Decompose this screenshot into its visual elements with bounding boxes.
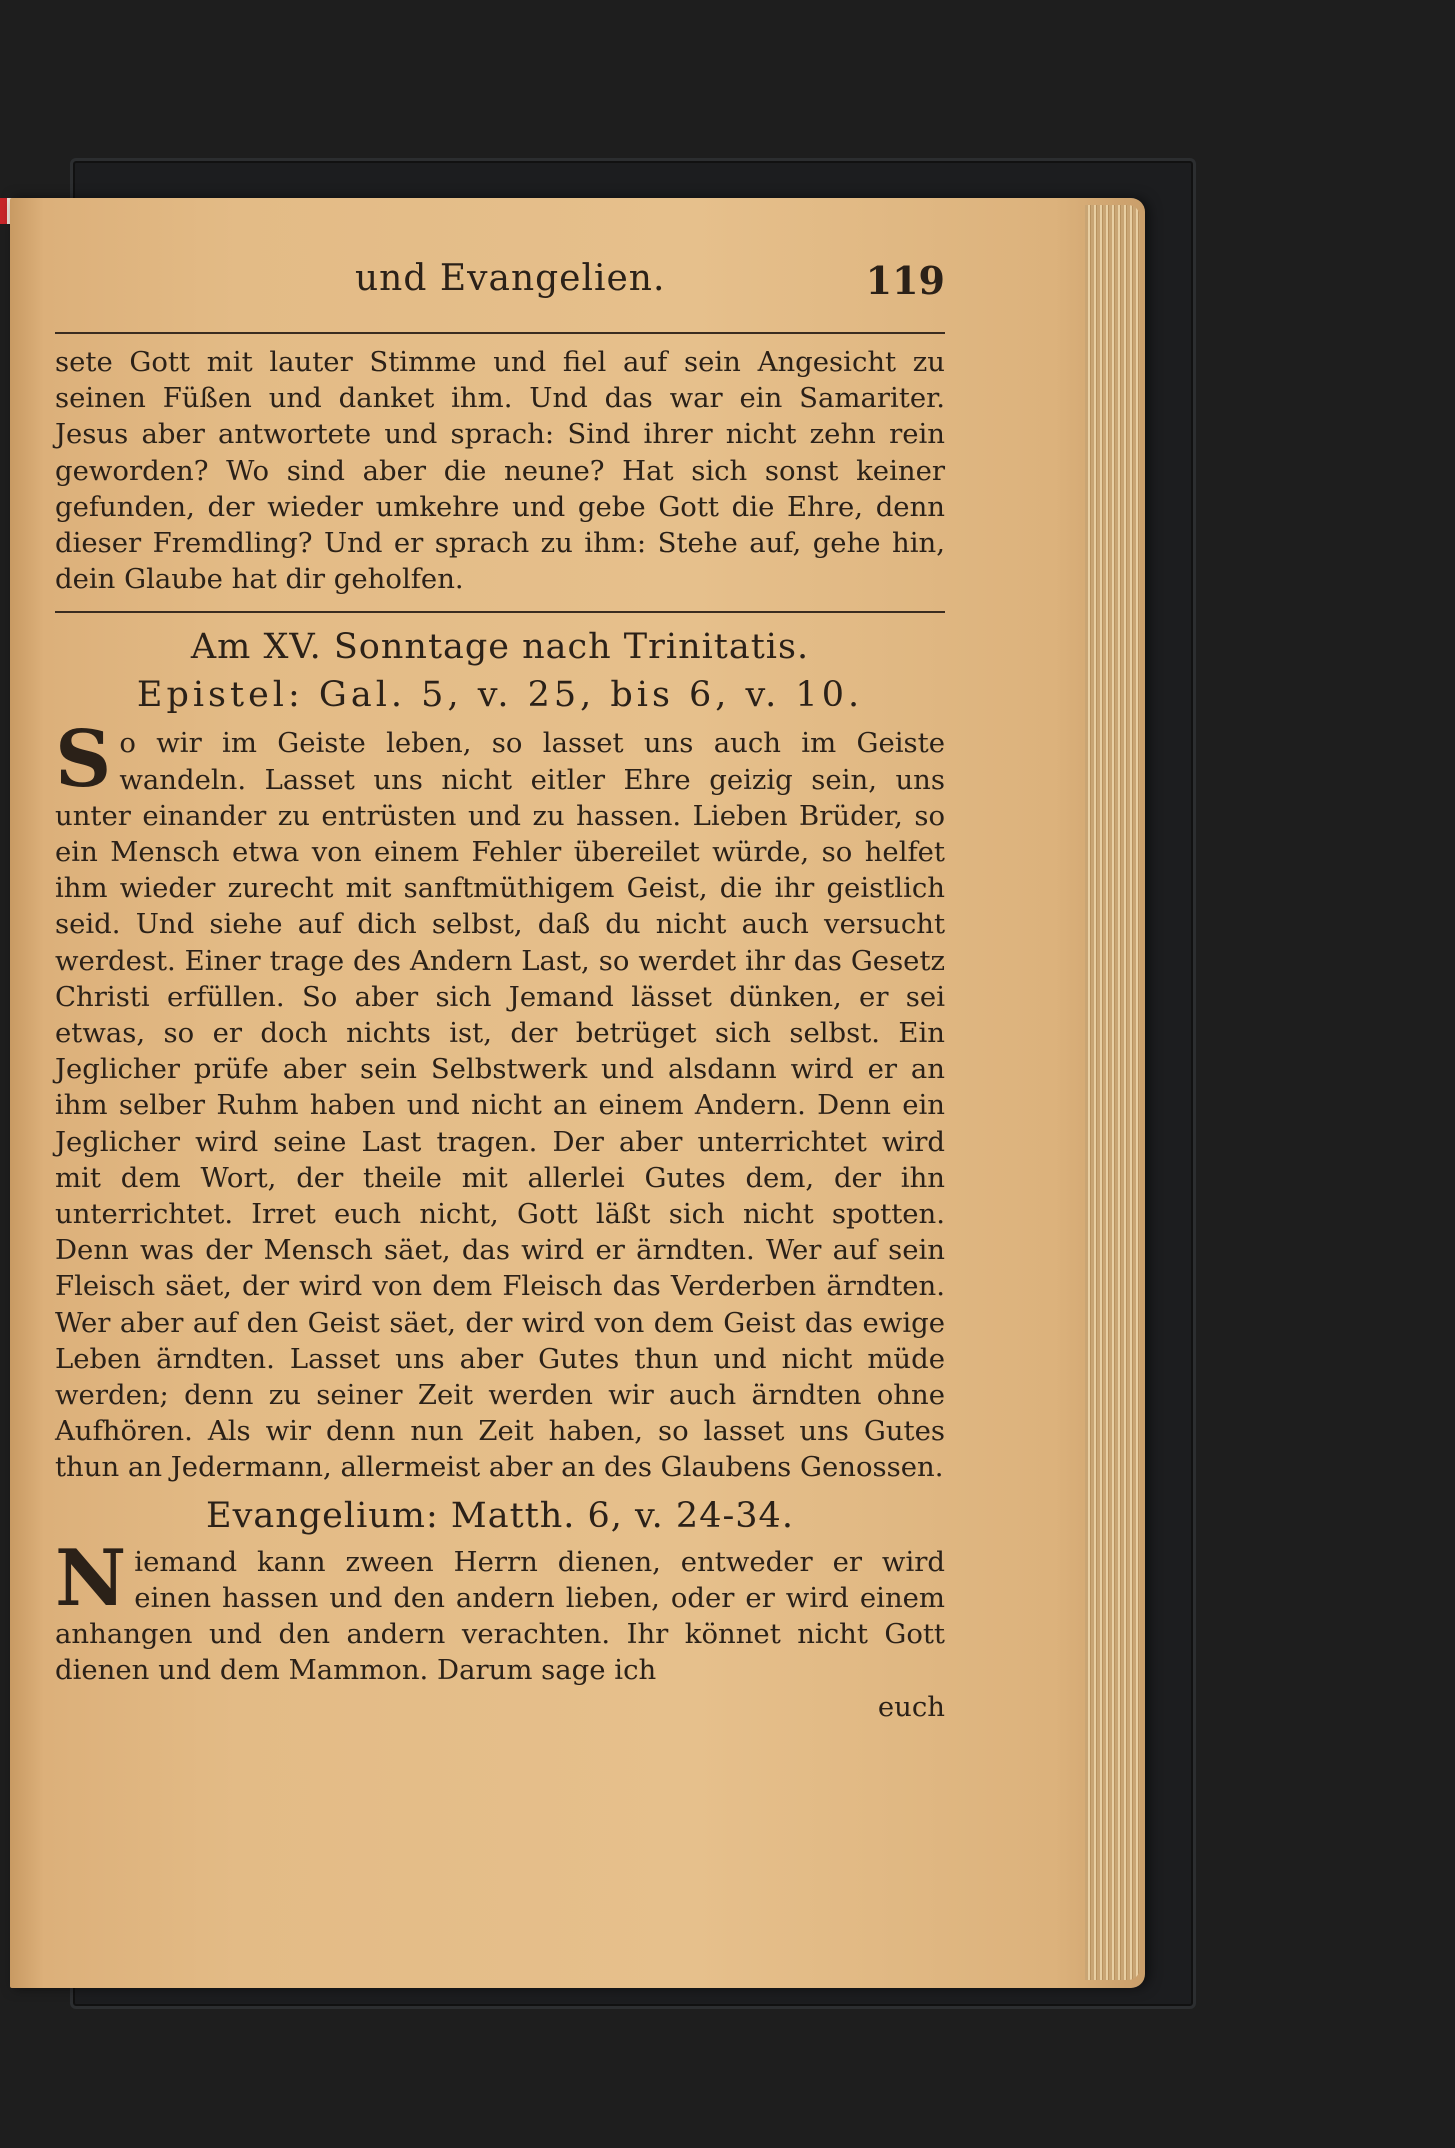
epistle-body: o wir im Geiste leben, so lasset uns auch im Geiste wandeln. Lasset uns nicht eitler Ehre geizig sein, uns unter einander zu entrüsten und zu hassen. Lieben Brüder, so ein Mensch etwa von einem Fehler übereilet würde, so helfet ihm wieder zurecht mit sanftmüthigem Geist, die ihr geistlich seid. Und siehe auf dich selbst, daß du nicht auch versucht werdest. Einer trage des Andern Last, so werdet ihr das Gesetz Christi erfüllen. So aber sich Jemand lässet dünken, er sei etwas, so er doch nichts ist, der betrüget sich selbst. Ein Jeglicher prüfe aber sein Selbstwerk und alsdann wird er an ihm selber Ruhm haben und nicht an einem Andern. Denn ein Jeglicher wird seine Last tragen. Der aber unterrichtet wird mit dem Wort, der theile mit allerlei Gutes dem, der ihn unterrichtet. Irret euch nicht, Gott läßt sich nicht spotten. Denn was der Mensch säet, das wird er ärndten. Wer auf sein Fleisch säet, der wird von dem Fleisch das Verderben ärndten. Wer aber auf den Geist säet, der wird von dem Geist das ewige Leben ärndten. Lasset uns aber Gutes thun und nicht müde werden; denn zu seiner Zeit werden wir auch ärndten ohne Aufhören. Als wir denn nun Zeit haben, so lasset uns Gutes thun an Jedermann, allermeist aber an des Glaubens Genossen. bbox=[55, 727, 945, 1484]
epistle-heading: Epistel: Gal. 5, v. 25, bis 6, v. 10. bbox=[136, 675, 864, 716]
section-title: Am XV. Sonntage nach Trinitatis. bbox=[190, 627, 810, 668]
epistle-text bbox=[55, 714, 945, 1485]
gospel-initial: N bbox=[55, 1532, 127, 1624]
page-number: 119 bbox=[865, 258, 945, 303]
running-header bbox=[55, 250, 945, 320]
gospel-body: iemand kann zween Herrn dienen, entweder er wird einen hassen und den andern lieben, oder er wird einem anhangen und den andern verachten. Ihr könnet nicht Gott dienen und dem Mammon. Darum sage ich bbox=[55, 1545, 945, 1687]
page-edges bbox=[1085, 205, 1140, 1980]
catchword: euch bbox=[877, 1690, 945, 1723]
gospel-text bbox=[55, 1532, 945, 1689]
running-title: und Evangelien. bbox=[355, 258, 666, 299]
epistle-initial: S bbox=[55, 714, 112, 806]
continued-gospel-text: sete Gott mit lauter Stimme und fiel auf sein Angesicht zu seinen Füßen und danket ihm. Und das war ein Samariter. Jesus aber antwortete und sprach: Sind ihrer nicht zehn rein geworden? Wo sind aber die neune? Hat sich sonst keiner gefunden, der wieder umkehre und gebe Gott die Ehre, denn dieser Fremdling? Und er sprach zu ihm: Stehe auf, gehe hin, dein Glaube hat dir geholfen. bbox=[55, 346, 945, 596]
section-rule bbox=[55, 611, 945, 613]
page-text bbox=[55, 250, 945, 1725]
header-rule bbox=[55, 332, 945, 334]
gospel-heading: Evangelium: Matth. 6, v. 24-34. bbox=[206, 1495, 794, 1536]
